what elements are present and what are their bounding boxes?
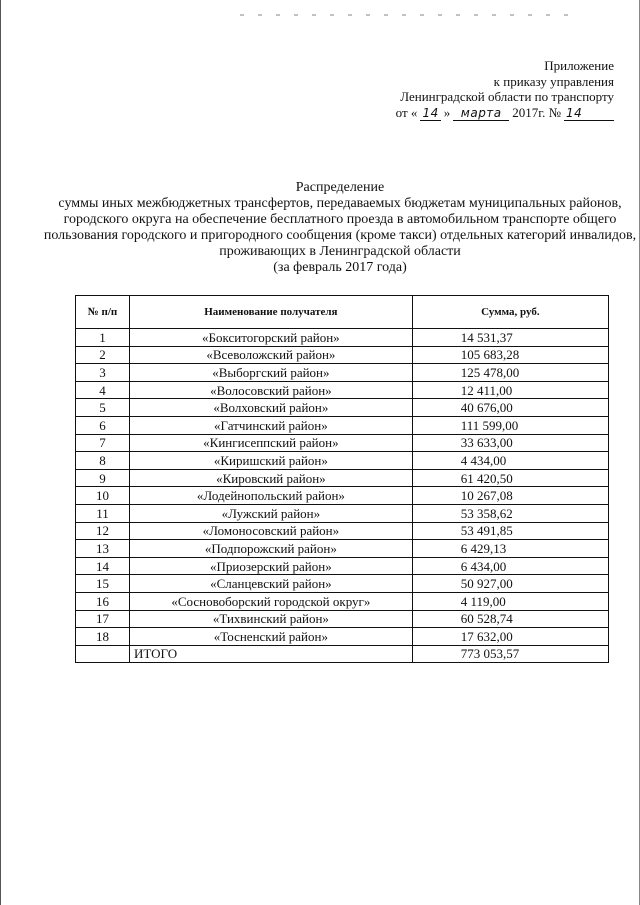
row-number: 15: [76, 575, 130, 593]
table-row: [76, 346, 609, 364]
row-number: 17: [76, 610, 130, 628]
row-sum: 6 434,00: [412, 557, 608, 575]
row-sum: 125 478,00: [412, 364, 608, 382]
recipient-name: «Кировский район»: [130, 469, 413, 487]
row-sum: 50 927,00: [412, 575, 608, 593]
row-number: 7: [76, 434, 130, 452]
scan-edge-left: [0, 0, 1, 905]
recipient-name: «Киришский район»: [130, 452, 413, 470]
total-sum: 773 053,57: [412, 645, 608, 663]
date-prefix: от «: [395, 104, 418, 120]
title-period: (за февраль 2017 года): [273, 260, 407, 275]
row-sum: 14 531,37: [412, 329, 608, 347]
table-row: [76, 469, 609, 487]
table-row: [76, 557, 609, 575]
recipient-name: «Гатчинский район»: [130, 416, 413, 434]
table-row: [76, 434, 609, 452]
recipient-name: «Волосовский район»: [130, 381, 413, 399]
row-number: 9: [76, 469, 130, 487]
appendix-header: [354, 58, 614, 121]
row-number: 3: [76, 364, 130, 382]
row-number: 18: [76, 628, 130, 646]
row-sum: 10 267,08: [412, 487, 608, 505]
order-date-line: [396, 105, 614, 121]
table-row: [76, 575, 609, 593]
table-row: [76, 416, 609, 434]
row-number: 6: [76, 416, 130, 434]
date-year: 2017г. №: [512, 104, 561, 120]
distribution-table: [75, 295, 609, 663]
row-sum: 12 411,00: [412, 381, 608, 399]
header-recipient: Наименование получателя: [130, 296, 413, 329]
total-row: [76, 645, 609, 663]
table-row: [76, 399, 609, 417]
table-body: [76, 329, 609, 646]
table-row: [76, 364, 609, 382]
table-row: [76, 592, 609, 610]
row-sum: 17 632,00: [412, 628, 608, 646]
table-row: [76, 540, 609, 558]
table-row: [76, 628, 609, 646]
recipient-name: «Бокситогорский район»: [130, 329, 413, 347]
row-sum: 40 676,00: [412, 399, 608, 417]
table-row: [76, 610, 609, 628]
row-sum: 105 683,28: [412, 346, 608, 364]
table-header-row: [76, 296, 609, 329]
doc-number-handwritten: 14: [564, 107, 614, 121]
row-number: 13: [76, 540, 130, 558]
recipient-name: «Тихвинский район»: [130, 610, 413, 628]
table-row: [76, 522, 609, 540]
order-reference: к приказу управления: [493, 73, 614, 89]
recipient-name: «Выборгский район»: [130, 364, 413, 382]
row-number: 4: [76, 381, 130, 399]
table-row: [76, 504, 609, 522]
recipient-name: «Тосненский район»: [130, 628, 413, 646]
issuing-authority: Ленинградской области по транспорту: [400, 89, 614, 104]
title-heading: Распределение: [295, 180, 385, 195]
row-number: 1: [76, 329, 130, 347]
table-row: [76, 381, 609, 399]
row-sum: 60 528,74: [412, 610, 608, 628]
recipient-name: «Кингисеппский район»: [130, 434, 413, 452]
recipient-name: «Волховский район»: [130, 399, 413, 417]
row-sum: 61 420,50: [412, 469, 608, 487]
recipient-name: «Лужский район»: [130, 504, 413, 522]
document-title: [40, 180, 640, 276]
recipient-name: «Сосновоборский городской округ»: [130, 592, 413, 610]
date-month-handwritten: марта: [453, 107, 509, 121]
row-sum: 111 599,00: [412, 416, 608, 434]
recipient-name: «Ломоносовский район»: [130, 522, 413, 540]
table-row: [76, 452, 609, 470]
header-sum: Сумма, руб.: [412, 296, 608, 329]
row-number: 8: [76, 452, 130, 470]
table-row: [76, 329, 609, 347]
row-sum: 33 633,00: [412, 434, 608, 452]
table-row: [76, 487, 609, 505]
recipient-name: «Подпорожский район»: [130, 540, 413, 558]
row-number: 14: [76, 557, 130, 575]
row-number: 2: [76, 346, 130, 364]
total-label: ИТОГО: [130, 645, 413, 663]
scan-noise: [240, 14, 570, 16]
row-sum: 6 429,13: [412, 540, 608, 558]
row-number: 5: [76, 399, 130, 417]
row-sum: 53 358,62: [412, 504, 608, 522]
row-number: 16: [76, 592, 130, 610]
total-empty-cell: [76, 645, 130, 663]
date-mid: »: [443, 104, 451, 120]
header-number: № п/п: [76, 296, 130, 329]
date-day-handwritten: 14: [422, 105, 439, 120]
recipient-name: «Всеволожский район»: [130, 346, 413, 364]
row-sum: 53 491,85: [412, 522, 608, 540]
recipient-name: «Лодейнопольский район»: [130, 487, 413, 505]
row-number: 11: [76, 504, 130, 522]
row-number: 10: [76, 487, 130, 505]
recipient-name: «Сланцевский район»: [130, 575, 413, 593]
recipient-name: «Приозерский район»: [130, 557, 413, 575]
row-number: 12: [76, 522, 130, 540]
title-body: суммы иных межбюджетных трансфертов, передаваемых бюджетам муниципальных районов, городского округа на обеспечение бесплатного проезда в автомобильном транспорте общего пользования городского и пригородного сообщения (кроме такси) отдельных категорий инвалидов, проживающих в Ленинградской области: [43, 196, 637, 259]
row-sum: 4 119,00: [412, 592, 608, 610]
row-sum: 4 434,00: [412, 452, 608, 470]
appendix-label: Приложение: [544, 58, 614, 73]
